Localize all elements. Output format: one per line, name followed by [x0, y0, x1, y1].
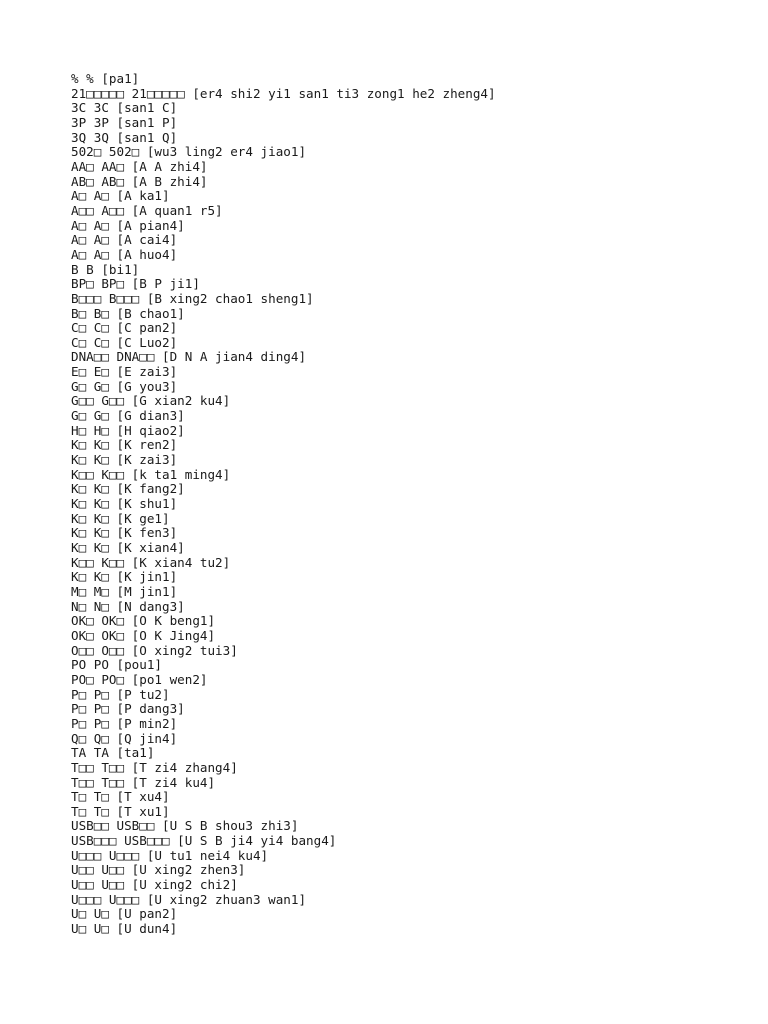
dictionary-entry-line: U□□□ U□□□ [U tu1 nei4 ku4] [71, 848, 269, 863]
dictionary-entry-line: K□ K□ [K jin1] [71, 570, 178, 585]
dictionary-entry-line: M□ M□ [M jin1] [71, 584, 178, 599]
dictionary-entry-line: K□ K□ [K shu1] [71, 497, 178, 512]
dictionary-entry-line: 502□ 502□ [wu3 ling2 er4 jiao1] [71, 145, 307, 160]
dictionary-entry-line: U□□□ U□□□ [U xing2 zhuan3 wan1] [71, 892, 307, 907]
dictionary-entry-line: U□□ U□□ [U xing2 zhen3] [71, 863, 246, 878]
dictionary-entry-line: T□□ T□□ [T zi4 ku4] [71, 775, 216, 790]
dictionary-entry-line: OK□ OK□ [O K Jing4] [71, 628, 216, 643]
dictionary-entry-line: E□ E□ [E zai3] [71, 365, 178, 380]
dictionary-entry-line: 3Q 3Q [san1 Q] [71, 130, 178, 145]
dictionary-entry-line: A□ A□ [A huo4] [71, 247, 178, 262]
dictionary-entry-line: C□ C□ [C Luo2] [71, 335, 178, 350]
dictionary-entry-line: K□ K□ [K xian4] [71, 541, 185, 555]
dictionary-entry-line: U□ U□ [U pan2] [71, 907, 178, 922]
dictionary-entry-line: K□□ K□□ [k ta1 ming4] [71, 467, 231, 482]
dictionary-entry-line: 3P 3P [san1 P] [71, 115, 178, 130]
dictionary-entry-line: OK□ OK□ [O K beng1] [71, 614, 216, 629]
dictionary-entry-line: PO PO [pou1] [71, 658, 162, 673]
dictionary-entry-line: USB□□□ USB□□□ [U S B ji4 yi4 bang4] [71, 834, 337, 849]
dictionary-entry-line: K□ K□ [K ren2] [71, 438, 178, 453]
dictionary-entry-line: DNA□□ DNA□□ [D N A jian4 ding4] [71, 350, 307, 365]
dictionary-entry-line: % % [pa1] [71, 72, 140, 86]
dictionary-entry-line: K□ K□ [K zai3] [71, 453, 178, 468]
dictionary-entry-line: Q□ Q□ [Q jin4] [71, 731, 178, 746]
dictionary-entry-line: P□ P□ [P tu2] [71, 687, 170, 702]
dictionary-entry-line: AA□ AA□ [A A zhi4] [71, 159, 208, 174]
dictionary-entry-line: K□ K□ [K ge1] [71, 511, 170, 526]
dictionary-entry-line: O□□ O□□ [O xing2 tui3] [71, 643, 238, 658]
dictionary-entry-line: A□ A□ [A cai4] [71, 233, 178, 248]
dictionary-entry-line: 21□□□□□ 21□□□□□ [er4 shi2 yi1 san1 ti3 zong1 he2 zheng4] [71, 86, 496, 101]
dictionary-entry-line: USB□□ USB□□ [U S B shou3 zhi3] [71, 819, 299, 834]
dictionary-entry-line: 3C 3C [san1 C] [71, 101, 178, 116]
dictionary-entry-line: B B [bi1] [71, 262, 140, 277]
dictionary-entry-line: K□□ K□□ [K xian4 tu2] [71, 555, 231, 570]
dictionary-entry-line: U□□ U□□ [U xing2 chi2] [71, 878, 238, 893]
dictionary-entry-line: P□ P□ [P min2] [71, 716, 178, 731]
dictionary-entry-line: A□ A□ [A ka1] [71, 189, 170, 204]
dictionary-entry-line: T□ T□ [T xu1] [71, 804, 170, 819]
dictionary-entry-line: PO□ PO□ [po1 wen2] [71, 672, 208, 687]
dictionary-entry-line: G□ G□ [G dian3] [71, 409, 185, 424]
dictionary-text-block [71, 72, 751, 937]
dictionary-entry-line: A□ A□ [A pian4] [71, 218, 185, 233]
dictionary-entry-line: K□ K□ [K fang2] [71, 482, 185, 497]
dictionary-entry-line: K□ K□ [K fen3] [71, 526, 178, 541]
dictionary-entry-line: AB□ AB□ [A B zhi4] [71, 174, 208, 189]
dictionary-entry-line: T□ T□ [T xu4] [71, 790, 170, 805]
dictionary-entry-line: B□□□ B□□□ [B xing2 chao1 sheng1] [71, 291, 314, 306]
dictionary-entry-line: A□□ A□□ [A quan1 r5] [71, 203, 223, 218]
dictionary-entry-line: U□ U□ [U dun4] [71, 922, 178, 937]
dictionary-entry-line: T□□ T□□ [T zi4 zhang4] [71, 760, 238, 775]
dictionary-entry-line: C□ C□ [C pan2] [71, 321, 178, 336]
dictionary-entry-line: H□ H□ [H qiao2] [71, 423, 185, 438]
dictionary-entry-line: P□ P□ [P dang3] [71, 702, 185, 717]
dictionary-entry-line: N□ N□ [N dang3] [71, 599, 185, 614]
dictionary-entry-line: B□ B□ [B chao1] [71, 306, 185, 321]
dictionary-entry-line: BP□ BP□ [B P ji1] [71, 277, 200, 292]
dictionary-entry-line: TA TA [ta1] [71, 746, 155, 761]
dictionary-entry-line: G□ G□ [G you3] [71, 379, 178, 394]
dictionary-entry-line: G□□ G□□ [G xian2 ku4] [71, 394, 231, 409]
